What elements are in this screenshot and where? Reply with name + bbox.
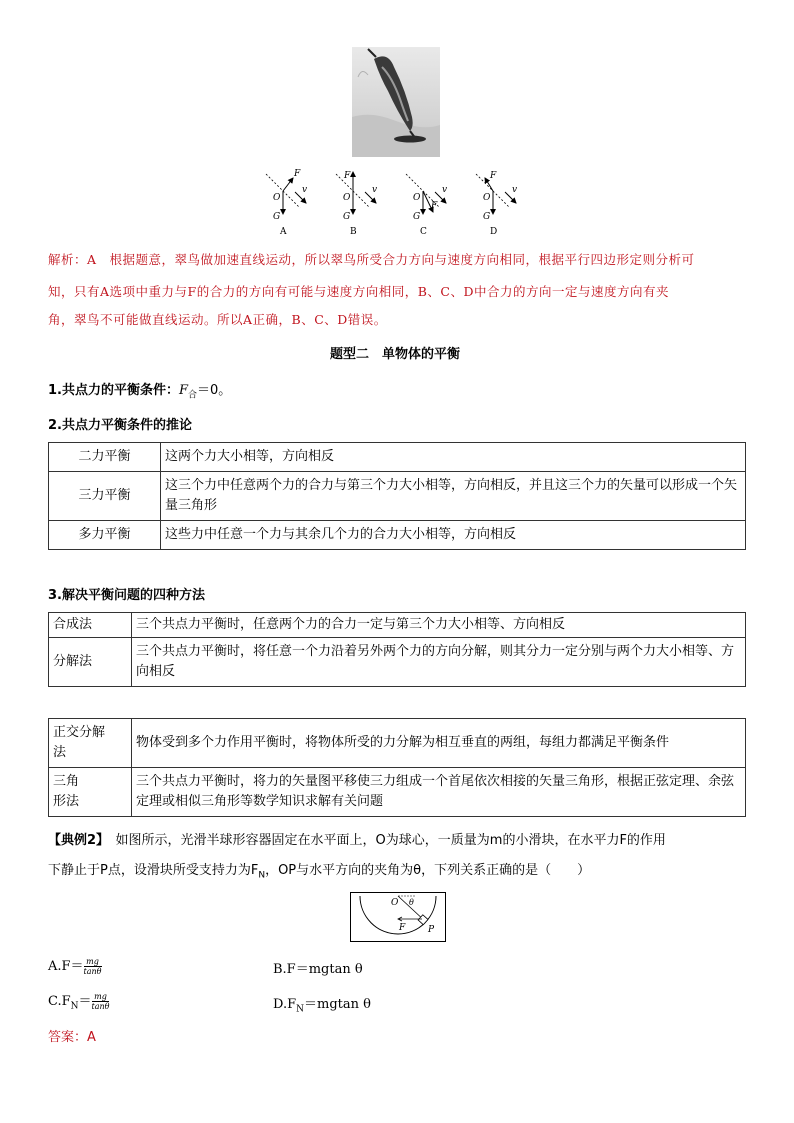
- row-name: 二力平衡: [49, 443, 161, 472]
- row-name: 多力平衡: [49, 521, 161, 550]
- option-c-eq: ＝: [78, 994, 92, 1009]
- methods-table-1: [48, 612, 746, 687]
- label-f: F: [399, 923, 406, 933]
- label-theta: θ: [409, 898, 414, 907]
- denominator: tanθ: [83, 967, 102, 976]
- table-row: [49, 472, 746, 521]
- item-1-label: 1.共点力的平衡条件：: [48, 383, 179, 398]
- table-row: [49, 768, 746, 817]
- option-label-d: D: [490, 227, 498, 237]
- option-label-c: C: [420, 227, 427, 237]
- denominator: tanθ: [91, 1002, 110, 1011]
- label-o: O: [273, 193, 281, 203]
- section-title: 题型二 单物体的平衡: [330, 347, 461, 362]
- row-name: 分解法: [49, 638, 132, 687]
- diagram-d: [476, 171, 517, 237]
- label-v: v: [372, 185, 378, 195]
- option-c-sub: N: [70, 1001, 79, 1012]
- label-o: O: [391, 898, 399, 908]
- row-name: 三力平衡: [49, 472, 161, 521]
- table-row: [49, 719, 746, 768]
- analysis-line-3: 角，翠鸟不可能做直线运动。所以A正确，B、C、D错误。: [48, 312, 387, 327]
- analysis-line-2: 知，只有A选项中重力与F的合力的方向有可能与速度方向相同，B、C、D中合力的方向一定与速度方向有夹: [48, 284, 669, 299]
- formula-f: F: [178, 383, 189, 398]
- force-diagrams: [258, 166, 538, 238]
- label-v: v: [302, 185, 308, 195]
- label-g: G: [343, 212, 351, 222]
- option-a[interactable]: [48, 955, 102, 976]
- row-desc: 三个共点力平衡时，将任意一个力沿着另外两个力的方向分解，则其分力一定分别与两个力大小相等、方向相反: [132, 638, 746, 687]
- fraction: [92, 992, 110, 1011]
- option-label-a: A: [280, 227, 287, 237]
- example-text-2-rest: ，OP与水平方向的夹角为θ，下列关系正确的是（ ）: [265, 863, 591, 878]
- option-a-prefix: A.F＝: [48, 959, 84, 974]
- label-g: G: [413, 212, 421, 222]
- formula-sub: 合: [188, 390, 198, 401]
- label-f: F: [344, 171, 351, 181]
- table-row: [49, 613, 746, 638]
- diagram-a: [266, 169, 307, 237]
- label-o: O: [343, 193, 351, 203]
- option-d-sub: N: [296, 1004, 304, 1015]
- item-3-label: 3.解决平衡问题的四种方法: [48, 588, 205, 603]
- hemisphere-diagram: [350, 892, 446, 942]
- example-text-2: 下静止于P点，设滑块所受支持力为F: [48, 863, 259, 878]
- row-name: 合成法: [49, 613, 132, 638]
- row-desc: 这三个力中任意两个力的合力与第三个力大小相等，方向相反，并且这三个力的矢量可以形成一个矢量三角形: [161, 472, 746, 521]
- label-v: v: [442, 185, 448, 195]
- formula-rest: ＝0。: [197, 383, 232, 398]
- kingfisher-photo: [352, 47, 440, 157]
- example-line-1: [48, 832, 666, 850]
- analysis-line-1: 解析：A 根据题意，翠鸟做加速直线运动，所以翠鸟所受合力方向与速度方向相同，根据平行四边形定则分析可: [48, 252, 695, 267]
- example-line-2: [48, 862, 590, 885]
- table-row: [49, 443, 746, 472]
- row-name: [49, 719, 132, 768]
- equilibrium-table: [48, 442, 746, 550]
- option-d-rest: ＝mgtan θ: [304, 997, 371, 1012]
- diagram-b: [336, 171, 377, 237]
- table-row: [49, 521, 746, 550]
- label-g: G: [273, 212, 281, 222]
- label-o: O: [483, 193, 491, 203]
- option-c[interactable]: [48, 990, 109, 1012]
- diagram-c: [406, 174, 447, 237]
- label-v: v: [512, 185, 518, 195]
- methods-table-2: [48, 718, 746, 817]
- numerator: mg: [92, 992, 110, 1002]
- label-f: F: [294, 169, 301, 179]
- option-d-prefix: D.F: [273, 997, 297, 1012]
- answer: 答案：A: [48, 1030, 96, 1045]
- option-c-prefix: C.F: [48, 994, 71, 1009]
- row-desc: 这两个力大小相等，方向相反: [161, 443, 746, 472]
- numerator: mg: [84, 957, 102, 967]
- fraction: [84, 957, 102, 976]
- row-name-text: 正交分解法: [53, 725, 106, 760]
- item-1: [48, 379, 231, 401]
- label-g: G: [483, 212, 491, 222]
- row-desc: 物体受到多个力作用平衡时，将物体所受的力分解为相互垂直的两组，每组力都满足平衡条件: [132, 719, 746, 768]
- item-2-label: 2.共点力平衡条件的推论: [48, 418, 192, 433]
- label-p: P: [428, 925, 435, 935]
- label-f: F: [490, 171, 497, 181]
- row-desc: 这些力中任意一个力与其余几个力的合力大小相等，方向相反: [161, 521, 746, 550]
- label-o: O: [413, 193, 421, 203]
- example-tag: 【典例2】: [48, 833, 103, 848]
- row-desc: 三个共点力平衡时，任意两个力的合力一定与第三个力大小相等、方向相反: [132, 613, 746, 638]
- option-d[interactable]: [273, 993, 371, 1015]
- label-f: F: [431, 201, 438, 211]
- option-b[interactable]: B.F＝mgtan θ: [273, 962, 363, 977]
- table-row: [49, 638, 746, 687]
- example-text-1: 如图所示，光滑半球形容器固定在水平面上，O为球心，一质量为m的小滑块，在水平力F的作用: [102, 833, 666, 848]
- option-label-b: B: [350, 227, 357, 237]
- row-name-text: 三角形法: [53, 774, 80, 809]
- example-sub: N: [258, 870, 266, 881]
- row-desc: 三个共点力平衡时，将力的矢量图平移使三力组成一个首尾依次相接的矢量三角形，根据正弦定理、余弦定理或相似三角形等数学知识求解有关问题: [132, 768, 746, 817]
- row-name: [49, 768, 132, 817]
